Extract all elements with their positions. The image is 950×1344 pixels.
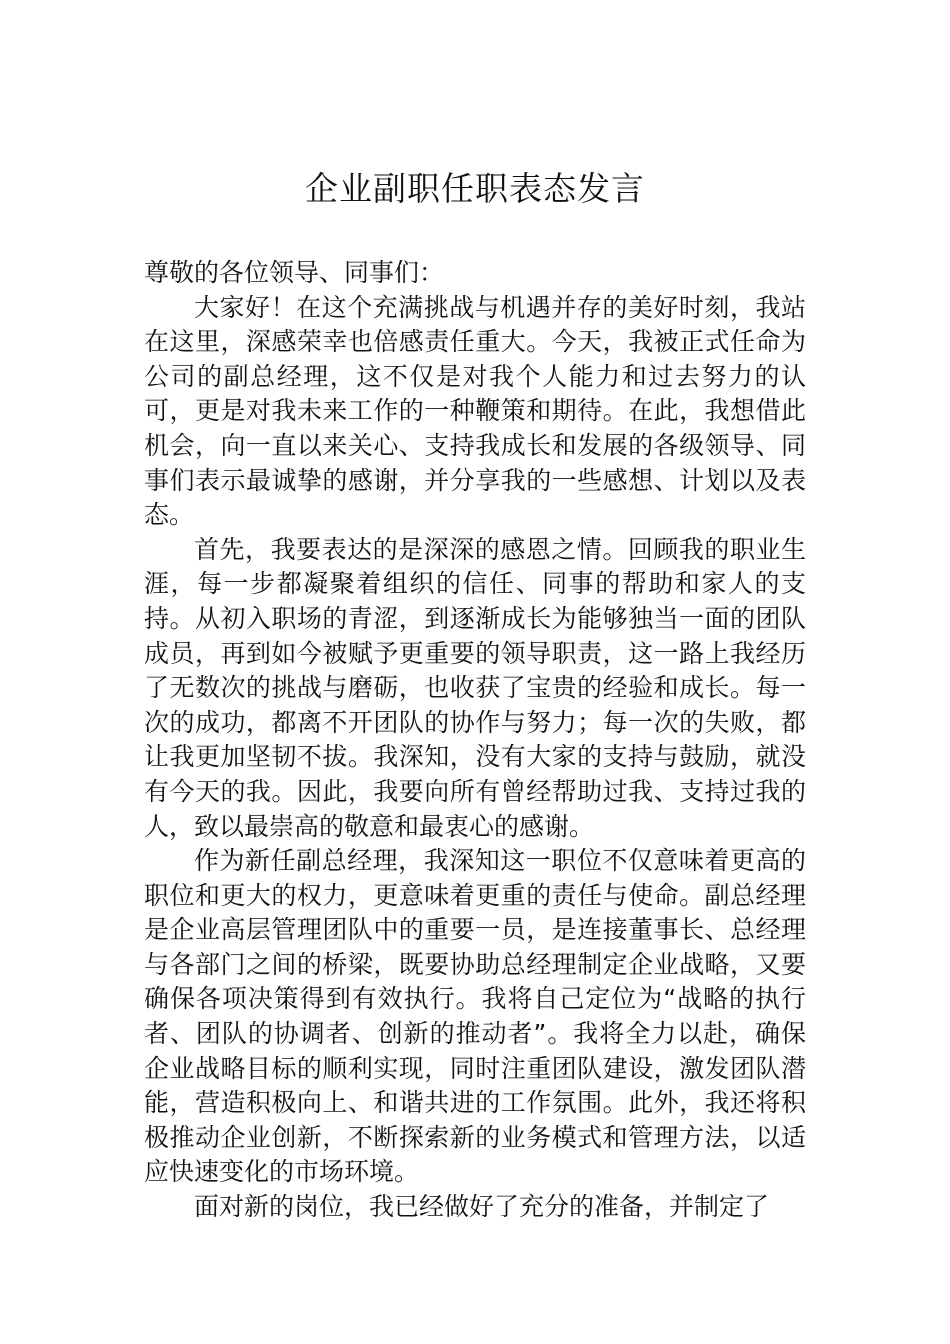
paragraph-3: 作为新任副总经理，我深知这一职位不仅意味着更高的职位和更大的权力，更意味着更重的责任与使命。副总经理是企业高层管理团队中的重要一员，是连接董事长、总经理与各部门之间的桥梁，既要协助总经理制定企业战略，又要确保各项决策得到有效执行。我将自己定位为“战略的执行者、团队的协调者、创新的推动者”。我将全力以赴，确保企业战略目标的顺利实现，同时注重团队建设，激发团队潜能，营造积极向上、和谐共进的工作氛围。此外，我还将积极推动企业创新，不断探索新的业务模式和管理方法，以适应快速变化的市场环境。 [144, 846, 806, 1187]
paragraph-1: 大家好！在这个充满挑战与机遇并存的美好时刻，我站在这里，深感荣幸也倍感责任重大。今天，我被正式任命为公司的副总经理，这不仅是对我个人能力和过去努力的认可，更是对我未来工作的一种鞭策和期待。在此，我想借此机会，向一直以来关心、支持我成长和发展的各级领导、同事们表示最诚挚的感谢，并分享我的一些感想、计划以及表态。 [144, 292, 806, 530]
paragraph-4: 面对新的岗位，我已经做好了充分的准备，并制定了 [194, 1192, 770, 1222]
paragraph-2: 首先，我要表达的是深深的感恩之情。回顾我的职业生涯，每一步都凝聚着组织的信任、同事的帮助和家人的支持。从初入职场的青涩，到逐渐成长为能够独当一面的团队成员，再到如今被赋予更重要的领导职责，这一路上我经历了无数次的挑战与磨砺，也收获了宝贵的经验和成长。每一次的成功，都离不开团队的协作与努力；每一次的失败，都让我更加坚韧不拔。我深知，没有大家的支持与鼓励，就没有今天的我。因此，我要向所有曾经帮助过我、支持过我的人，致以最崇高的敬意和最衷心的感谢。 [144, 534, 806, 841]
document-title: 企业副职任职表态发言 [305, 169, 645, 208]
salutation: 尊敬的各位领导、同事们： [144, 258, 445, 287]
document-body [144, 256, 806, 1225]
